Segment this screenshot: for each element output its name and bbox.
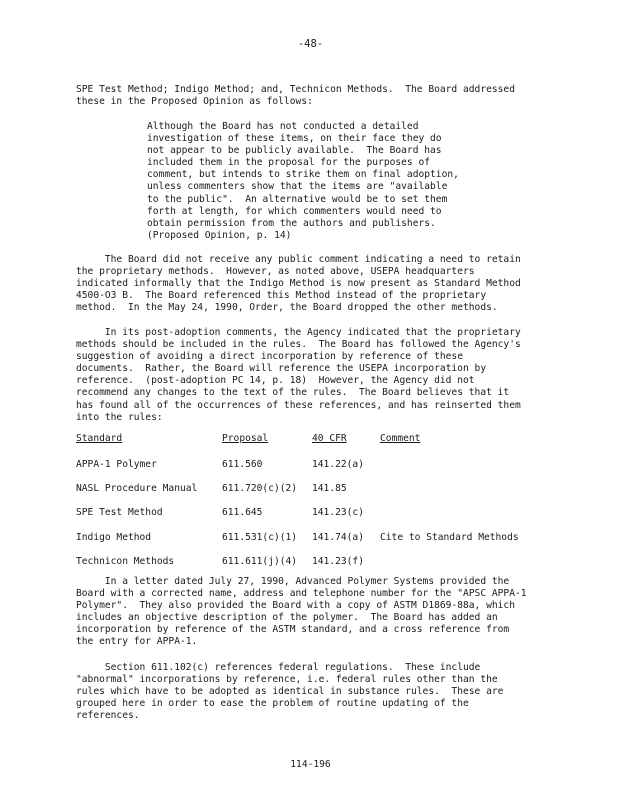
header-comment: Comment — [380, 433, 421, 444]
table-row — [76, 532, 566, 556]
header-standard: Standard — [76, 433, 123, 444]
cell-proposal: 611.611(j)(4) — [222, 555, 298, 567]
cell-40-cfr: 141.85 — [312, 483, 347, 495]
table-row — [76, 507, 566, 531]
cell-proposal: 611.720(c)(2) — [222, 483, 298, 495]
paragraph-proprietary-methods: The Board did not receive any public comment indicating a need to retain the proprietary methods. However, as noted above, USEPA headquarters indicated informally that the Indigo Method is now present as Standard Method 4500-O3 B. The Board referenced this Method instead of the proprietary method. In the May 24, 1990, Order, the Board dropped the other methods. — [76, 254, 521, 314]
cell-40-cfr: 141.23(c) — [312, 507, 364, 519]
cell-standard: NASL Procedure Manual — [76, 483, 198, 495]
page-number: -48- — [297, 38, 324, 50]
page-footer: 114-196 — [290, 759, 331, 770]
cell-standard: Indigo Method — [76, 531, 152, 543]
table-header-row — [76, 433, 566, 459]
cell-40-cfr: 141.23(f) — [312, 555, 364, 567]
cell-40-cfr: 141.22(a) — [312, 459, 364, 470]
cell-standard: APPA-1 Polymer — [76, 459, 157, 470]
references-table — [76, 433, 566, 580]
cell-proposal: 611.645 — [222, 507, 263, 519]
paragraph-post-adoption: In its post-adoption comments, the Agency indicated that the proprietary methods should be included in the rules. The Board has followed the Agency's suggestion of avoiding a direct incorporation by reference of these documents. Rather, the Board will reference the USEPA incorporation by reference. (post-adoption PC 14, p. 18) However, the Agency did not recommend any changes to the text of the rules. The Board believes that it has found all of the occurrences of these references, and has reinserted them into the rules: — [76, 327, 521, 423]
cell-proposal: 611.531(c)(1) — [222, 531, 298, 543]
cell-comment: Cite to Standard Methods — [380, 531, 519, 543]
header-40-cfr: 40 CFR — [312, 433, 347, 444]
table-row — [76, 459, 566, 483]
cell-40-cfr: 141.74(a) — [312, 531, 364, 543]
paragraph-section-611-102: Section 611.102(c) references federal regulations. These include "abnormal" incorporations by reference, i.e. federal rules other than the rules which have to be adopted as identical in substance rules. These are grouped here in order to ease the problem of routine updating of the references. — [76, 662, 504, 722]
cell-proposal: 611.560 — [222, 459, 263, 470]
paragraph-apsc-letter: In a letter dated July 27, 1990, Advanced Polymer Systems provided the Board with a corrected name, address and telephone number for the "APSC APPA-1 Polymer". They also provided the Board with a copy of ASTM D1869-88a, which includes an objective description of the polymer. The Board has added an incorporation by reference of the ASTM standard, and a cross reference from the entry for APPA-1. — [76, 576, 527, 648]
cell-standard: Technicon Methods — [76, 555, 175, 567]
table-row — [76, 483, 566, 507]
block-quote: Although the Board has not conducted a detailed investigation of these items, on their face they do not appear to be publicly available. The Board has included them in the proposal for the purposes of comment, but intends to strike them on final adoption, unless commenters show that the items are "available to the public". An alternative would be to set them forth at length, for which commenters would need to obtain permission from the authors and publishers. (Proposed Opinion, p. 14) — [147, 121, 459, 241]
intro-paragraph: SPE Test Method; Indigo Method; and, Technicon Methods. The Board addressed these in the Proposed Opinion as follows: — [76, 84, 515, 108]
cell-standard: SPE Test Method — [76, 507, 163, 519]
header-proposal: Proposal — [222, 433, 269, 444]
